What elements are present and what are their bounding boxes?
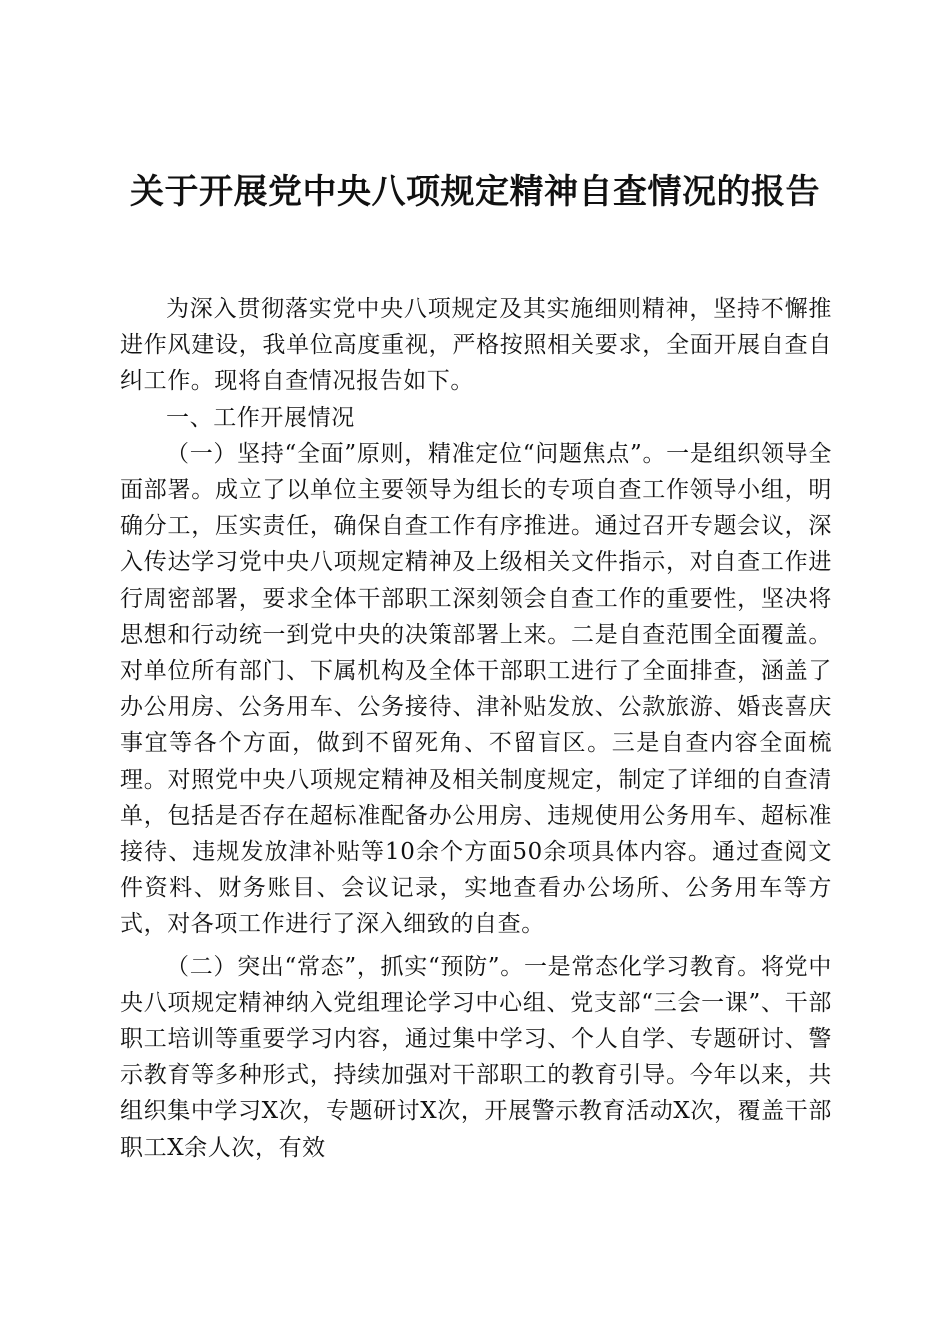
document-title: 关于开展党中央八项规定精神自查情况的报告 — [130, 172, 820, 212]
section-heading: 一、工作开展情况 — [166, 404, 355, 431]
body-paragraph-2: （二）突出“常态”，抓实“预防”。一是常态化学习教育。将党中央八项规定精神纳入党组理论学习中心组、党支部“三会一课”、干部职工培训等重要学习内容，通过集中学习、个人自学、专题研讨、警示教育等多种形式，持续加强对干部职工的教育引导。今年以来，共组织集中学习X次，专题研讨X次，开展警示教育活动X次，覆盖干部职工X余人次，有效 — [120, 953, 832, 1161]
intro-paragraph: 为深入贯彻落实党中央八项规定及其实施细则精神，坚持不懈推进作风建设，我单位高度重视，严格按照相关要求，全面开展自查自纠工作。现将自查情况报告如下。 — [120, 296, 832, 395]
document-body — [120, 291, 832, 1166]
body-paragraph-1: （一）坚持“全面”原则，精准定位“问题焦点”。一是组织领导全面部署。成立了以单位主要领导为组长的专项自查工作领导小组，明确分工，压实责任，确保自查工作有序推进。通过召开专题会议，深入传达学习党中央八项规定精神及上级相关文件指示，对自查工作进行周密部署，要求全体干部职工深刻领会自查工作的重要性，坚决将思想和行动统一到党中央的决策部署上来。二是自查范围全面覆盖。对单位所有部门、下属机构及全体干部职工进行了全面排查，涵盖了办公用房、公务用车、公务接待、津补贴发放、公款旅游、婚丧喜庆事宜等各个方面，做到不留死角、不留盲区。三是自查内容全面梳理。对照党中央八项规定精神及相关制度规定，制定了详细的自查清单，包括是否存在超标准配备办公用房、违规使用公务用车、超标准接待、违规发放津补贴等10余个方面50余项具体内容。通过查阅文件资料、财务账目、会议记录，实地查看办公场所、公务用车等方式，对各项工作进行了深入细致的自查。 — [120, 440, 832, 938]
